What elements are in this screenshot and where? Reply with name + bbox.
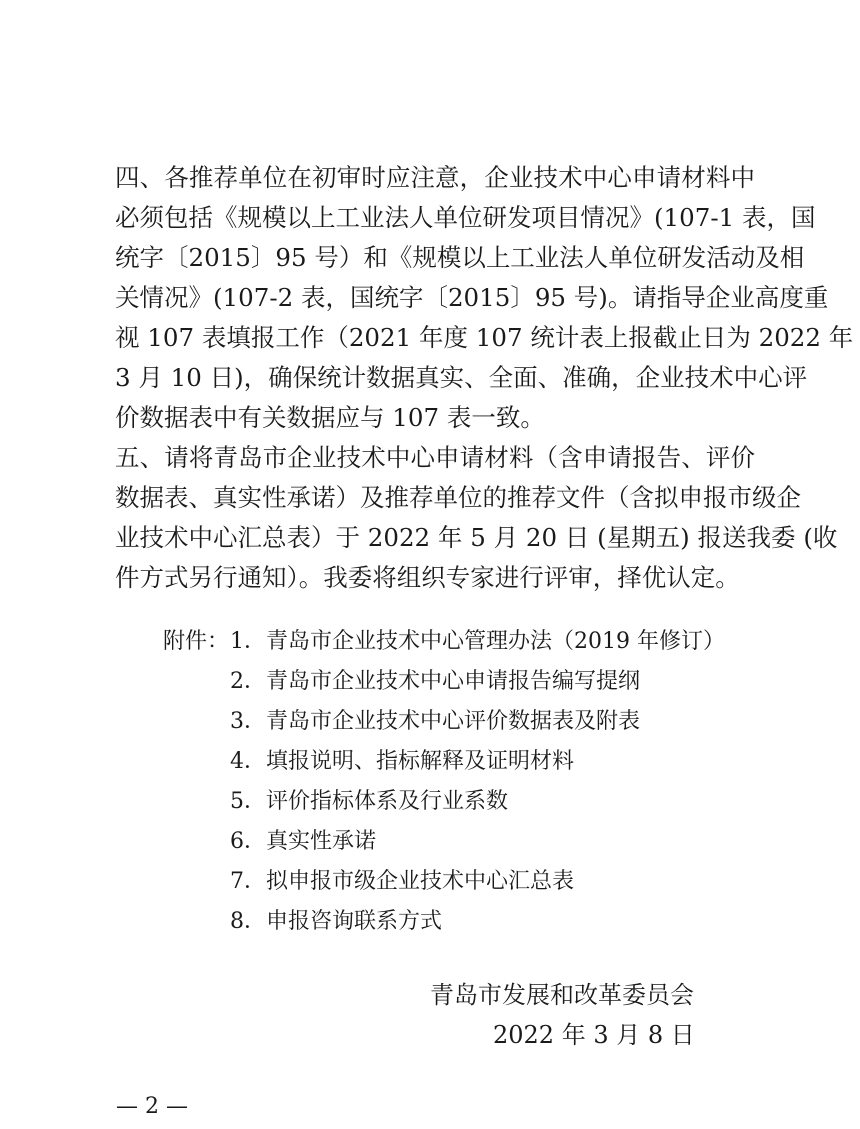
attachments-heading: 附件： (163, 629, 230, 654)
attachment-item: 5．评价指标体系及行业系数 (230, 789, 508, 814)
paragraph-line: 五、请将青岛市企业技术中心申请材料（含申请报告、评价 (115, 443, 755, 472)
paragraph-line: 业技术中心汇总表）于 2022 年 5 月 20 日 (星期五) 报送我委 (收 (115, 523, 838, 552)
paragraph-line: 数据表、真实性承诺）及推荐单位的推荐文件（含拟申报市级企 (115, 483, 801, 512)
paragraph-line: 3 月 10 日)，确保统计数据真实、全面、准确，企业技术中心评 (115, 363, 808, 392)
attachment-item: 4．填报说明、指标解释及证明材料 (230, 749, 574, 774)
paragraph-line: 件方式另行通知）。我委将组织专家进行评审，择优认定。 (115, 563, 740, 592)
paragraph-line: 必须包括《规模以上工业法人单位研发项目情况》(107-1 表，国 (115, 203, 816, 232)
attachment-item: 2．青岛市企业技术中心申请报告编写提纲 (230, 669, 640, 694)
page-number: — 2 — (116, 1094, 188, 1119)
attachment-item: 7．拟申报市级企业技术中心汇总表 (230, 869, 574, 894)
paragraph-line: 统字〔2015〕95 号）和《规模以上工业法人单位研发活动及相 (115, 243, 805, 272)
attachment-item: 6．真实性承诺 (230, 829, 376, 854)
paragraph-line: 四、各推荐单位在初审时应注意，企业技术中心申请材料中 (115, 163, 755, 192)
issue-date: 2022 年 3 月 8 日 (493, 1021, 695, 1049)
paragraph-line: 价数据表中有关数据应与 107 表一致。 (115, 403, 545, 432)
paragraph-line: 关情况》(107-2 表，国统字〔2015〕95 号)。请指导企业高度重 (115, 283, 829, 312)
attachment-item: 3．青岛市企业技术中心评价数据表及附表 (230, 709, 640, 734)
attachment-item: 8．申报咨询联系方式 (230, 909, 442, 934)
issuing-organization: 青岛市发展和改革委员会 (430, 981, 694, 1009)
attachment-item: 1．青岛市企业技术中心管理办法（2019 年修订） (230, 629, 725, 654)
paragraph-line: 视 107 表填报工作（2021 年度 107 统计表上报截止日为 2022 年 (115, 323, 854, 352)
